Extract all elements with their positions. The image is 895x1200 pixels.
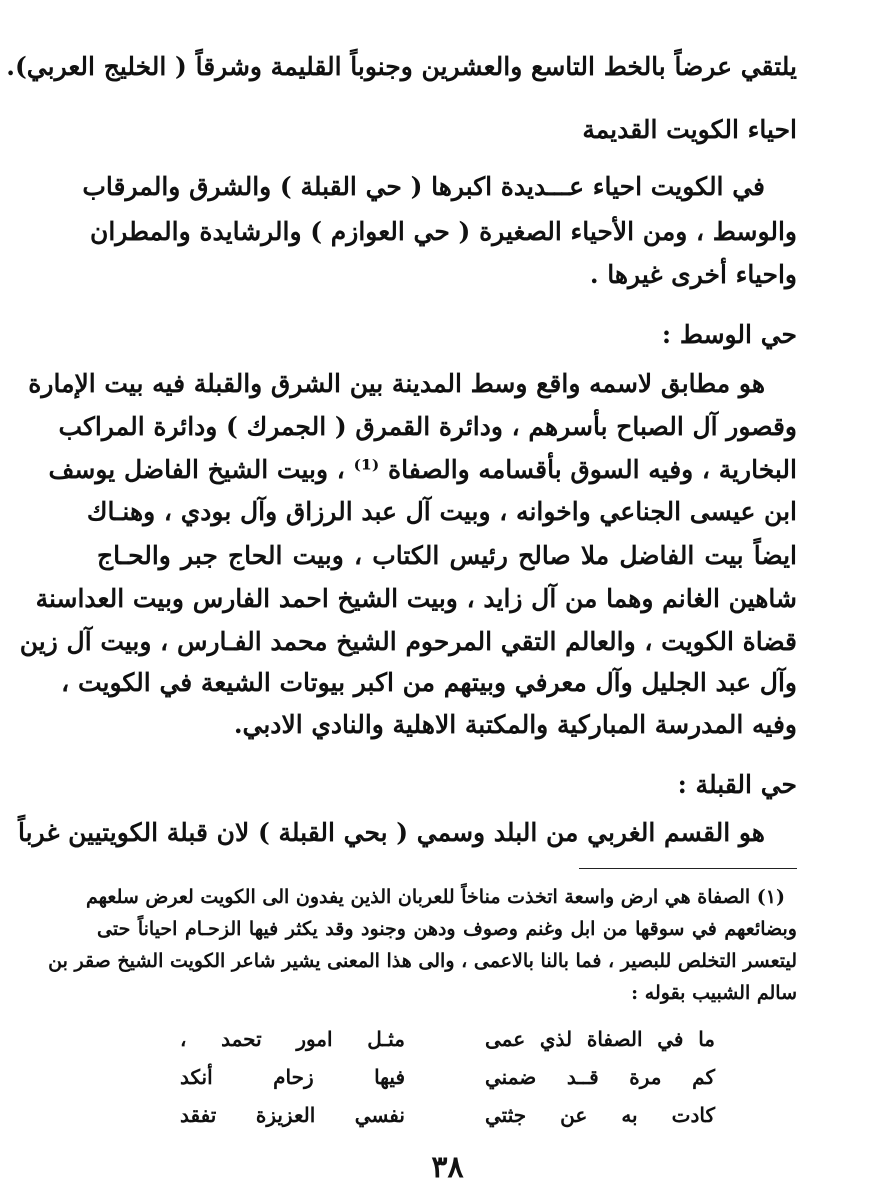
section-heading-qibla: حي القبلة : (677, 770, 797, 799)
section-heading-wasat: حي الوسط : (661, 320, 797, 349)
section-heading-old-districts: احياء الكويت القديمة (582, 115, 797, 144)
paragraph-line: وآل عبد الجليل وآل معرفي وبيتهم من اكبر بيوتات الشيعة في الكويت ، (61, 668, 797, 697)
paragraph-line: ابن عيسى الجناعي واخوانه ، وبيت آل عبد الرزاق وآل بودي ، وهنـاك (86, 497, 797, 526)
intro-line: يلتقي عرضاً بالخط التاسع والعشرين وجنوباً القليمة وشرقاً ( الخليج العربي). (6, 52, 797, 81)
paragraph-line: قضاة الكويت ، والعالم التقي المرحوم الشيخ محمد الفـارس ، وبيت آل زين (19, 627, 797, 656)
footnote-line: وبضائعهم في سوقها من ابل وغنم وصوف ودهن وجنود وقد يكثر فيها الزحـام احياناً حتى (97, 918, 797, 940)
page-number: ٣٨ (431, 1150, 464, 1185)
paragraph-line: ايضاً بيت الفاضل ملا صالح رئيس الكتاب ، وبيت الحاج جبر والحـاج (97, 541, 797, 570)
paragraph-line: واحياء أخرى غيرها . (589, 260, 797, 289)
paragraph-line: وقصور آل الصباح بأسرهم ، ودائرة القمرق ( الجمرك ) ودائرة المراكب (58, 412, 797, 441)
paragraph-line: هو القسم الغربي من البلد وسمي ( بحي القبلة ) لان قبلة الكويتيين غرباً (17, 818, 765, 847)
verse-second-half: مثـل امور تحمد ، (180, 1027, 405, 1051)
verse-first-half: كادت به عن جثتي (485, 1103, 715, 1127)
footnote-line: سالم الشبيب بقوله : (631, 982, 797, 1004)
paragraph-line: والوسط ، ومن الأحياء الصغيرة ( حي العوازم ) والرشايدة والمطران (90, 217, 797, 246)
verse-first-half: كم مرة قــد ضمني (485, 1065, 715, 1089)
footnote-divider (579, 868, 797, 869)
footnote-line: (١) الصفاة هي ارض واسعة اتخذت مناخاً للعربان الذين يفدون الى الكويت لعرض سلعهم (86, 886, 785, 908)
paragraph-line: البخارية ، وفيه السوق بأقسامه والصفاة ⁽¹⁾ ، وبيت الشيخ الفاضل يوسف (48, 455, 797, 484)
verse-second-half: نفسي العزيزة تفقد (180, 1103, 405, 1127)
verse-second-half: فيها زحام أنكد (180, 1065, 405, 1089)
paragraph-line: في الكويت احياء عـــديدة اكبرها ( حي القبلة ) والشرق والمرقاب (82, 172, 765, 201)
verse-first-half: ما في الصفاة لذي عمى (485, 1027, 715, 1051)
paragraph-line: شاهين الغانم وهما من آل زايد ، وبيت الشيخ احمد الفارس وبيت العداسنة (35, 584, 797, 613)
footnote-line: ليتعسر التخلص للبصير ، فما بالنا بالاعمى ، والى هذا المعنى يشير شاعر الكويت الشيخ صقر بن (48, 950, 797, 972)
paragraph-line: وفيه المدرسة المباركية والمكتبة الاهلية والنادي الادبي. (233, 710, 797, 739)
paragraph-line: هو مطابق لاسمه واقع وسط المدينة بين الشرق والقبلة فيه بيت الإمارة (28, 369, 765, 398)
